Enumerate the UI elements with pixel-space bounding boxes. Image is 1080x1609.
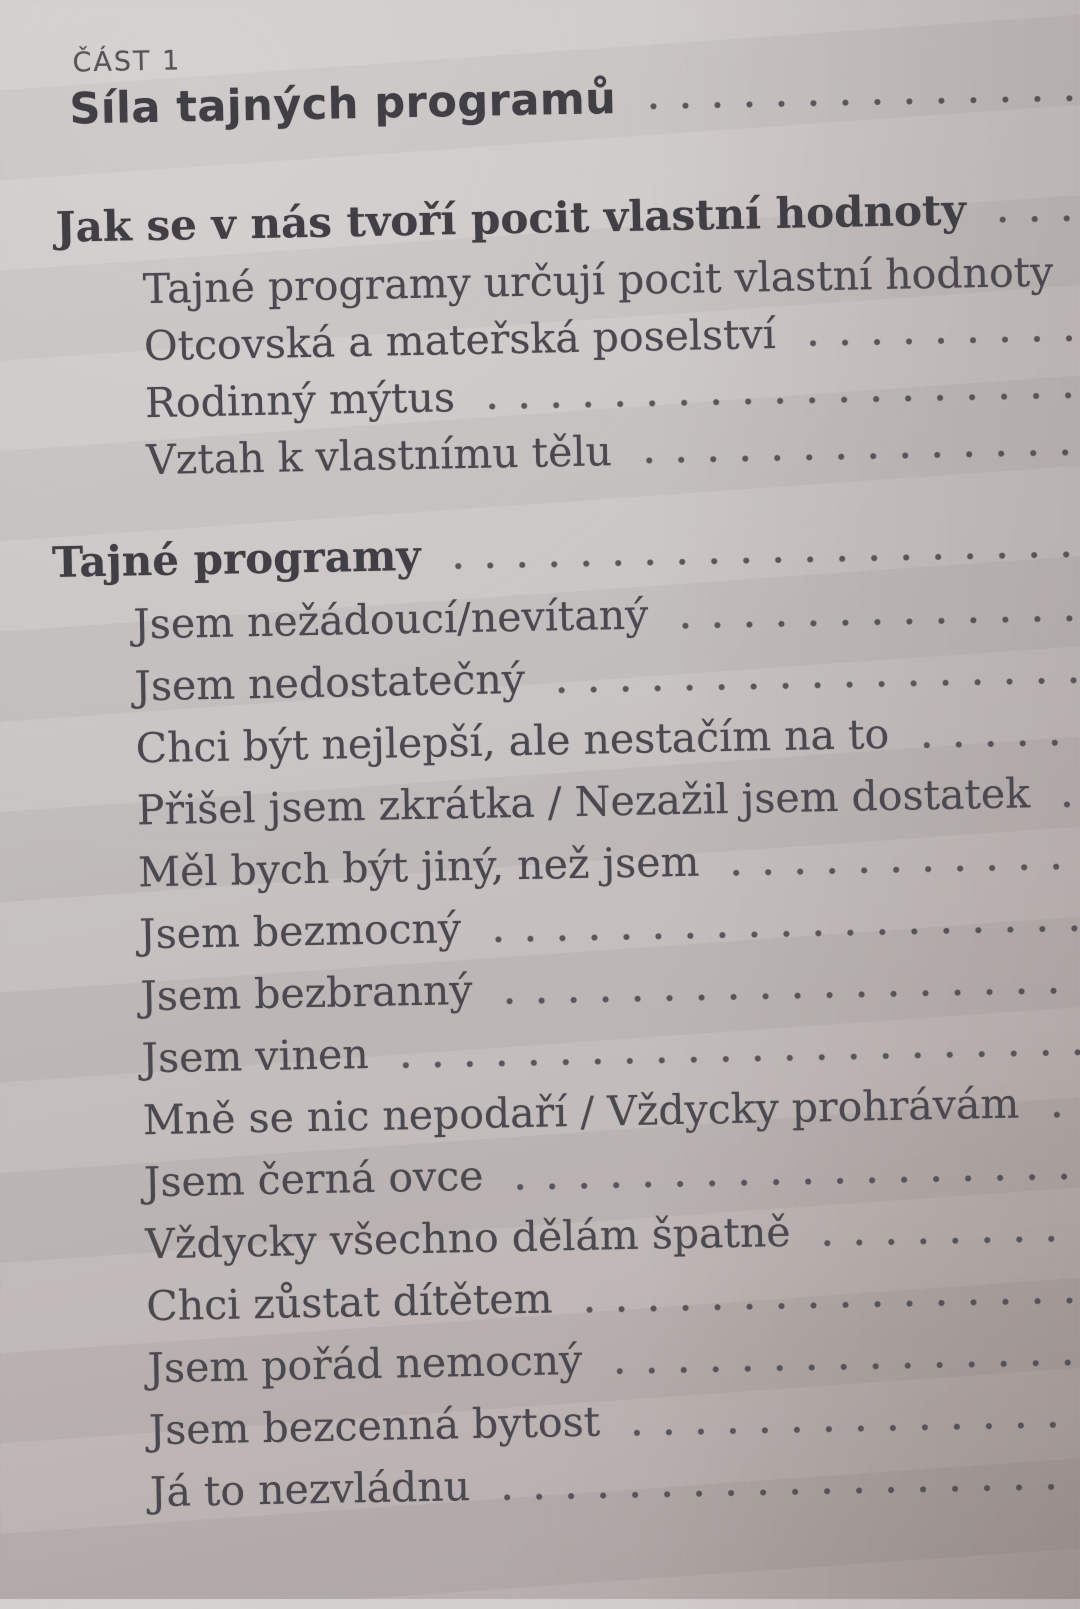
toc-entry-label: Jsem nedostatečný [134,654,526,711]
toc-entry-label: Jsem pořád nemocný [147,1335,583,1393]
toc-entry-label: Mně se nic nepodaří / Vždycky prohrávám [142,1079,1020,1145]
toc-entry-label: Jsem nežádoucí/nevítaný [132,590,649,649]
part-title: Síla tajných programů [68,74,617,135]
dot-leader [644,446,1080,465]
section-entries [0,242,1080,492]
toc-entry-label: Jsem bezbranný [140,965,473,1021]
toc-entry-label: Jsem bezmocný [138,904,462,959]
toc-section-tajne-programy [0,512,1080,1526]
dot-leader [632,1418,1080,1438]
toc-entry-label: Přišel jsem zkrátka / Nezažil jsem dostatek [136,769,1031,835]
dot-leader [680,612,1080,631]
dot-leader [1062,798,1080,809]
toc-entry-label: Vždycky všechno dělám špatně [144,1207,792,1269]
dot-leader [401,1046,1080,1070]
section-heading: Tajné programy [51,530,422,587]
dot-leader [614,1356,1080,1376]
toc-entry-label: Jsem černá ovce [143,1151,484,1207]
toc-entry-label: Vztah k vlastnímu tělu [145,427,613,485]
toc-entry-label: Jsem bezcenná bytost [148,1397,601,1455]
part-label: ČÁST 1 [72,45,182,79]
dot-leader [487,389,1080,411]
toc-entry-label: Jsem vinen [141,1029,370,1083]
toc-entry-label: Měl bych být jiný, než jsem [137,837,700,897]
toc-entry-label: Tajné programy určují pocit vlastní hodnoty [142,247,1054,314]
section-heading: Jak se v nás tvoří pocit vlastní hodnoty [55,185,967,252]
toc-entry-label: Chci být nejlepší, ale nestačím na to [135,709,890,773]
section-entries [0,574,1080,1526]
dot-leader [502,1480,1080,1502]
dot-leader [453,548,1080,571]
dot-leader [921,736,1080,750]
dot-leader [998,212,1080,224]
dot-leader [516,1170,1080,1192]
dot-leader [808,332,1080,348]
toc-entry-label: Otcovská a mateřská poselství [143,310,777,371]
toc-entry-label: Já to nezvládnu [149,1462,471,1517]
dot-leader [493,922,1080,944]
dot-leader [1051,1108,1080,1120]
dot-leader [505,984,1080,1006]
dot-leader [731,860,1080,878]
toc-section-pocit-vlastni-hodnoty [0,178,1080,492]
dot-leader [585,1294,1080,1315]
dot-leader [557,674,1080,695]
toc-entry-label: Rodinný mýtus [144,373,456,428]
dot-leader [648,92,1080,111]
part-header [0,26,1080,140]
toc-entry-label: Chci zůstat dítětem [145,1274,553,1331]
dot-leader [823,1232,1080,1248]
